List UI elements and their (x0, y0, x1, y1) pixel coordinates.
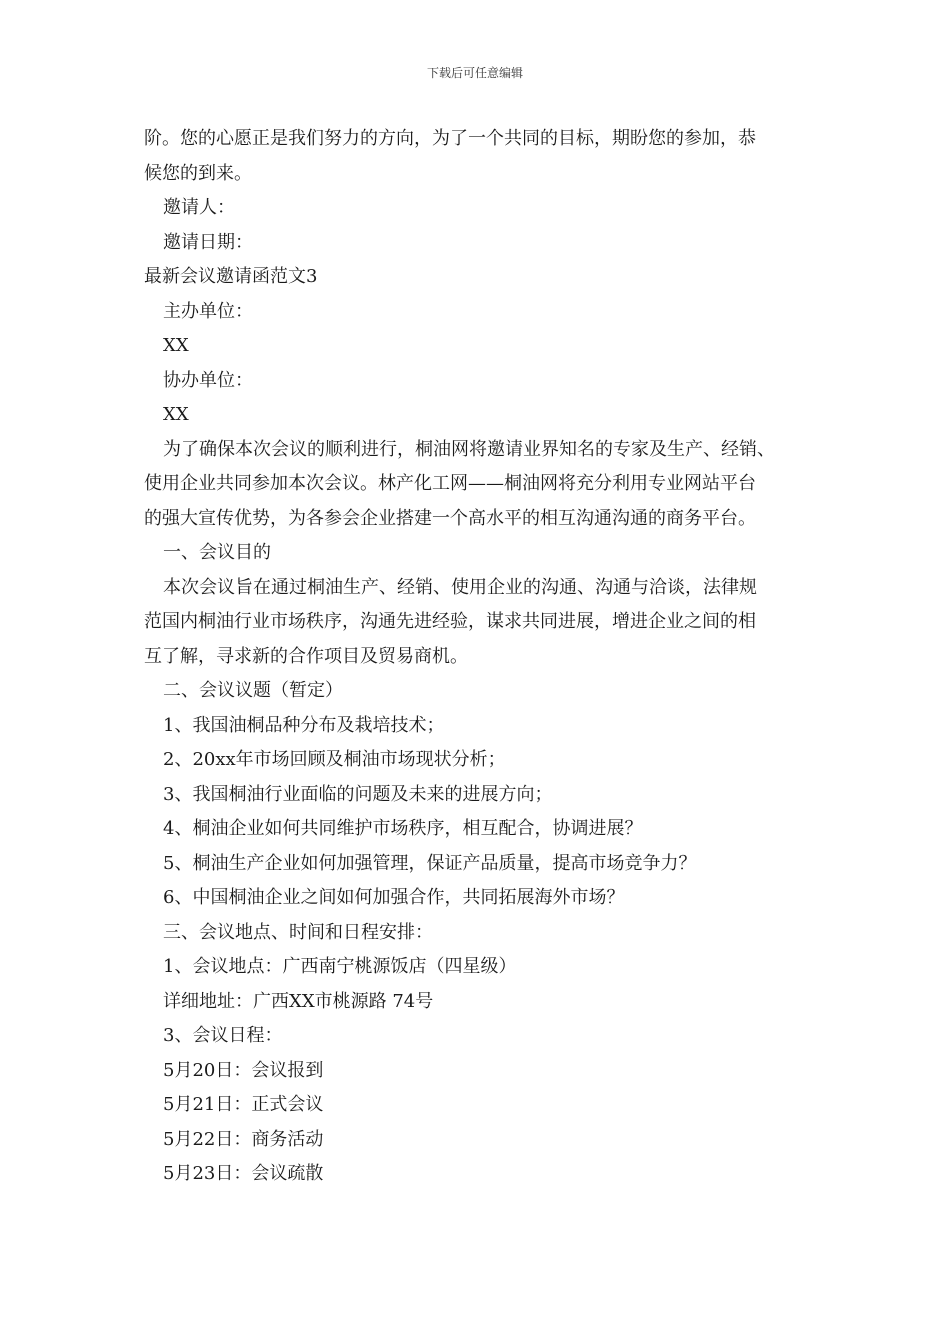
text-line: 2、20xx年市场回顾及桐油市场现状分析； (163, 749, 506, 770)
text-line: 详细地址：广西XX市桃源路 74号 (163, 990, 434, 1012)
text-line: 1、我国油桐品种分布及栽培技术； (163, 714, 445, 736)
text-line: 5月20日：会议报到 (163, 1059, 324, 1081)
text-line: 最新会议邀请函范文3 (144, 266, 318, 287)
page-header: 下载后可任意编辑 (426, 66, 523, 80)
text-line: 5、桐油生产企业如何加强管理，保证产品质量，提高市场竞争力？ (163, 852, 697, 874)
text-line: 6、中国桐油企业之间如何加强合作，共同拓展海外市场？ (163, 887, 625, 908)
text-line: 使用企业共同参加本次会议。林产化工网——桐油网将充分利用专业网站平台 (144, 473, 756, 494)
text-line: XX (163, 404, 189, 425)
text-line: 为了确保本次会议的顺利进行，桐油网将邀请业界知名的专家及生产、经销、 (163, 438, 775, 460)
text-line: 邀请人： (163, 197, 235, 218)
text-line: 互了解，寻求新的合作项目及贸易商机。 (144, 645, 468, 667)
text-line: 5月23日：会议疏散 (163, 1163, 324, 1184)
text-line: 一、会议目的 (163, 542, 271, 563)
text-line: 阶。您的心愿正是我们努力的方向，为了一个共同的目标，期盼您的参加，恭 (144, 128, 756, 149)
text-line: 3、我国桐油行业面临的问题及未来的进展方向； (163, 783, 553, 805)
text-line: 主办单位： (163, 300, 253, 322)
text-line: 邀请日期： (163, 231, 253, 253)
document-body (144, 122, 824, 1192)
text-line: XX (163, 335, 189, 356)
text-line: 二、会议议题（暂定） (163, 680, 343, 701)
text-line: 候您的到来。 (144, 162, 252, 184)
text-line: 4、桐油企业如何共同维护市场秩序，相互配合，协调进展？ (163, 818, 643, 839)
text-line: 3、会议日程： (163, 1025, 283, 1046)
text-line: 5月21日：正式会议 (163, 1094, 324, 1115)
text-line: 5月22日：商务活动 (163, 1128, 324, 1150)
text-line: 1、会议地点：广西南宁桃源饭店（四星级） (163, 956, 517, 977)
text-line: 协办单位： (163, 369, 253, 391)
text-line: 三、会议地点、时间和日程安排： (163, 921, 433, 943)
text-line: 本次会议旨在通过桐油生产、经销、使用企业的沟通、沟通与洽谈，法律规 (163, 576, 757, 598)
text-line: 范国内桐油行业市场秩序，沟通先进经验，谋求共同进展，增进企业之间的相 (144, 611, 756, 632)
text-line: 的强大宣传优势，为各参会企业搭建一个高水平的相互沟通沟通的商务平台。 (144, 507, 756, 529)
